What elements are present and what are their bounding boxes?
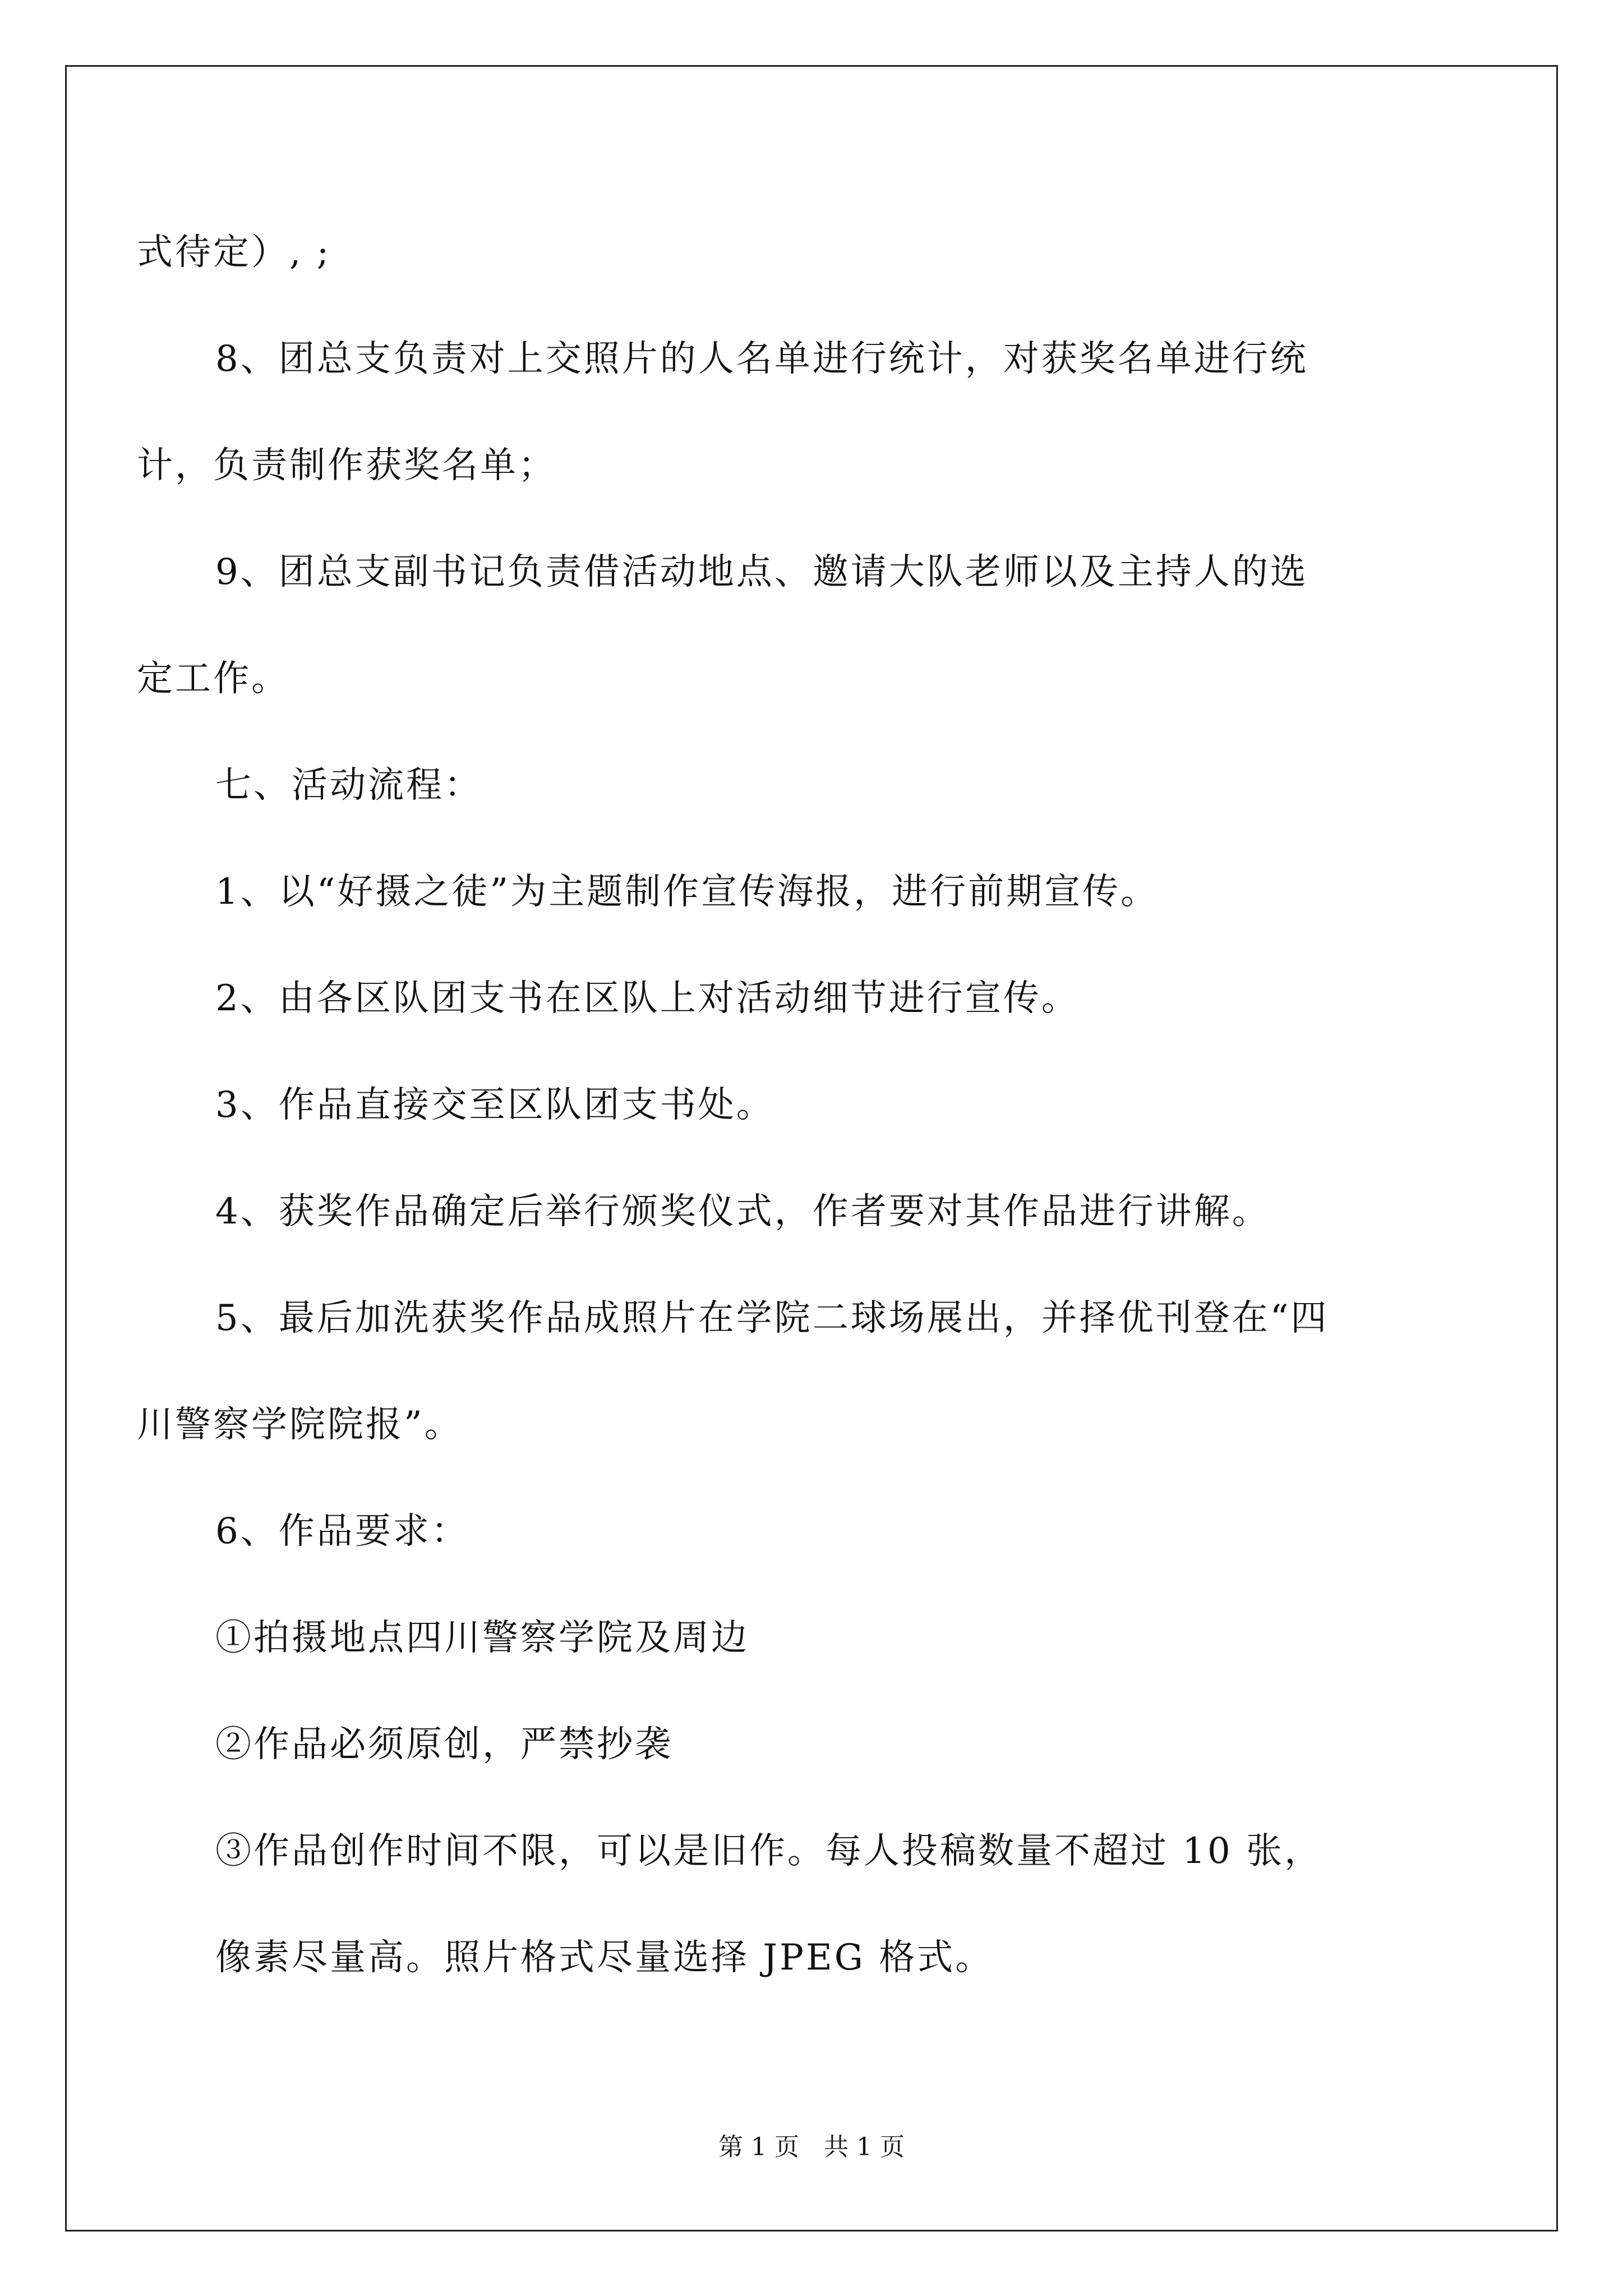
text-line: 川警察学院院报”。 bbox=[137, 1404, 463, 1446]
text-line: 1、以“好摄之徒”为主题制作宣传海报，进行前期宣传。 bbox=[215, 871, 1159, 913]
text-line: 9、团总支副书记负责借活动地点、邀请大队老师以及主持人的选 bbox=[215, 551, 1308, 593]
text-line: 5、最后加洗获奖作品成照片在学院二球场展出，并择优刊登在“四 bbox=[215, 1297, 1329, 1339]
text-line: 3、作品直接交至区队团支书处。 bbox=[215, 1084, 774, 1126]
text-line: 式待定）, ; bbox=[137, 232, 331, 273]
text-line: 2、由各区队团支书在区队上对活动细节进行宣传。 bbox=[215, 978, 1080, 1019]
section-heading: 七、活动流程： bbox=[215, 765, 482, 806]
text-line: 6、作品要求： bbox=[215, 1511, 469, 1552]
text-line: 4、获奖作品确定后举行颁奖仪式，作者要对其作品进行讲解。 bbox=[215, 1191, 1270, 1232]
text-line: 定工作。 bbox=[137, 658, 289, 700]
text-line: ③作品创作时间不限，可以是旧作。每人投稿数量不超过 10 张， bbox=[215, 1830, 1323, 1872]
text-line: 计，负责制作获奖名单； bbox=[137, 445, 556, 486]
text-line: ②作品必须原创，严禁抄袭 bbox=[215, 1724, 673, 1765]
page-border bbox=[65, 65, 1558, 2231]
page-number: 第 1 页 共 1 页 bbox=[718, 2133, 905, 2161]
text-line: 像素尽量高。照片格式尽量选择 JPEG 格式。 bbox=[215, 1937, 994, 1978]
text-line: 8、团总支负责对上交照片的人名单进行统计，对获奖名单进行统 bbox=[215, 338, 1308, 380]
text-line: ①拍摄地点四川警察学院及周边 bbox=[215, 1617, 749, 1659]
